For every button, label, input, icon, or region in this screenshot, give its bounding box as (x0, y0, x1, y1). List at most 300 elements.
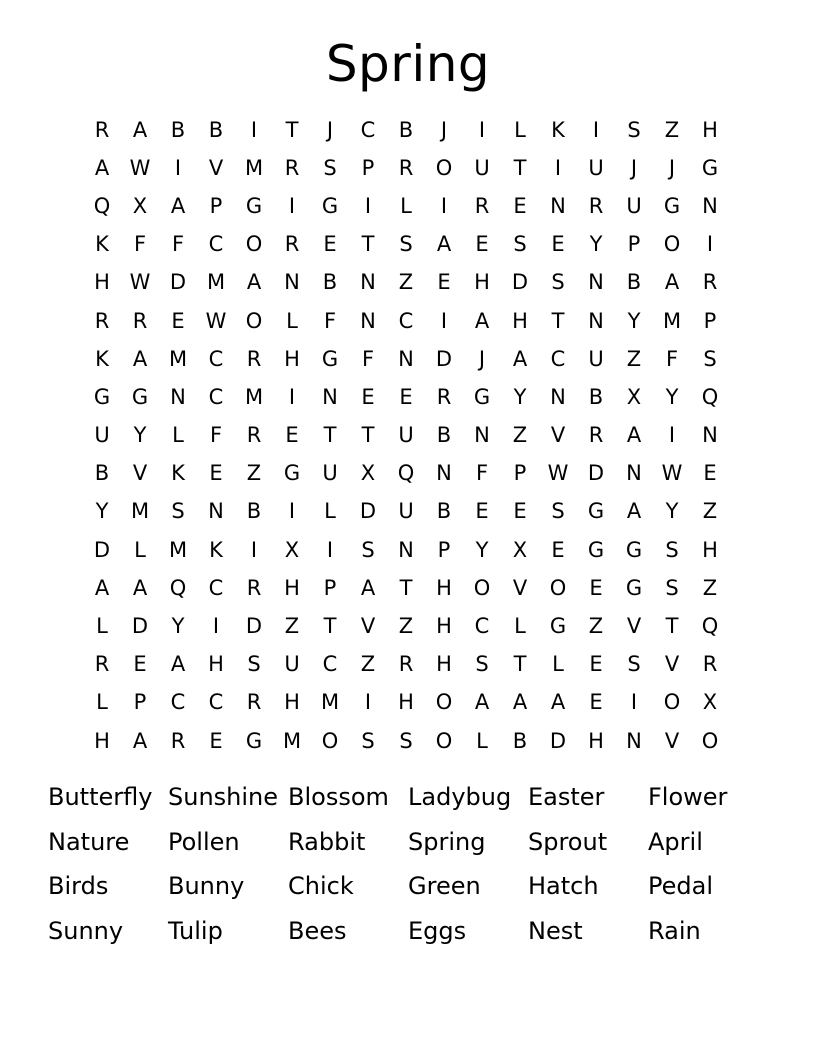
grid-letter: E (133, 652, 147, 677)
grid-letter: E (513, 499, 527, 524)
grid-letter: L (400, 193, 412, 218)
grid-letter: I (668, 423, 676, 448)
grid-letter: C (208, 575, 224, 600)
grid-letter: X (702, 690, 718, 715)
grid-letter: I (554, 155, 562, 180)
grid-letter: I (364, 193, 372, 218)
grid-letter: D (131, 614, 149, 639)
grid-letter: A (360, 575, 376, 600)
grid-letter: O (245, 308, 263, 333)
grid-letter: N (170, 384, 186, 409)
grid-letter: Z (626, 346, 642, 371)
grid-letter: A (626, 423, 642, 448)
grid-letter: U (398, 423, 414, 448)
grid-letter: T (323, 614, 337, 639)
grid-letter: B (588, 384, 604, 409)
grid-letter: Q (93, 193, 111, 218)
grid-letter: C (474, 614, 490, 639)
grid-letter: I (288, 499, 296, 524)
grid-letter: L (286, 308, 298, 333)
grid-letter: H (284, 575, 300, 600)
word-list-item: Flower (648, 783, 728, 811)
word-list (48, 775, 768, 953)
grid-letter: N (588, 308, 604, 333)
grid-letter: O (549, 575, 567, 600)
grid-letter: F (475, 461, 489, 486)
grid-letter: E (551, 537, 565, 562)
grid-letter: K (95, 232, 109, 257)
grid-letter: G (549, 614, 567, 639)
word-list-item: Green (408, 872, 481, 901)
grid-letter: A (170, 652, 186, 677)
grid-letter: A (246, 270, 262, 295)
grid-letter: A (512, 690, 528, 715)
grid-letter: M (282, 728, 302, 753)
grid-letter: E (589, 690, 603, 715)
grid-letter: S (399, 728, 413, 753)
grid-letter: F (323, 308, 337, 333)
grid-letter: I (326, 537, 334, 562)
grid-letter: D (587, 461, 605, 486)
word-list-item: Pollen (168, 827, 240, 856)
grid-letter: H (436, 652, 452, 677)
grid-letter: S (361, 537, 375, 562)
grid-letter: O (435, 155, 453, 180)
grid-letter: J (668, 155, 676, 180)
grid-letter: N (626, 461, 642, 486)
grid-letter: R (702, 270, 718, 295)
grid-letter: U (626, 193, 642, 218)
grid-letter: R (474, 193, 490, 218)
word-list-item: Bees (288, 916, 347, 945)
grid-letter: O (663, 690, 681, 715)
grid-letter: E (209, 728, 223, 753)
grid-letter: C (550, 346, 566, 371)
grid-letter: S (551, 270, 565, 295)
grid-letter: Y (475, 537, 489, 562)
grid-letter: B (398, 117, 414, 142)
grid-letter: U (474, 155, 490, 180)
grid-letter: P (703, 308, 717, 333)
grid-letter: N (702, 423, 718, 448)
grid-letter: I (440, 308, 448, 333)
grid-letter: U (588, 155, 604, 180)
grid-letter: G (663, 193, 681, 218)
grid-letter: E (551, 232, 565, 257)
grid-letter: Y (589, 232, 603, 257)
grid-letter: I (440, 193, 448, 218)
grid-letter: P (361, 155, 375, 180)
word-list-item: Pedal (648, 872, 713, 901)
word-list-item: Bunny (168, 872, 245, 901)
grid-letter: E (399, 384, 413, 409)
grid-letter: I (706, 232, 714, 257)
word-list-item: Nest (528, 916, 583, 945)
word-list-item: Sunny (48, 916, 124, 945)
grid-letter: H (94, 728, 110, 753)
grid-letter: B (436, 499, 452, 524)
grid-letter: P (627, 232, 641, 257)
grid-letter: N (550, 384, 566, 409)
grid-letter: L (172, 423, 184, 448)
grid-letter: P (513, 461, 527, 486)
grid-letter: I (364, 690, 372, 715)
grid-letter: O (321, 728, 339, 753)
grid-letter: N (588, 270, 604, 295)
grid-letter: A (474, 690, 490, 715)
grid-letter: L (552, 652, 564, 677)
word-list-item: Spring (408, 827, 486, 856)
grid-letter: Z (398, 270, 414, 295)
grid-letter: M (320, 690, 340, 715)
grid-letter: I (630, 690, 638, 715)
grid-letter: R (436, 384, 452, 409)
grid-letter: T (513, 155, 527, 180)
grid-letter: A (132, 575, 148, 600)
grid-letter: C (208, 232, 224, 257)
grid-letter: E (475, 499, 489, 524)
grid-letter: R (246, 423, 262, 448)
grid-letter: H (436, 575, 452, 600)
grid-letter: K (209, 537, 223, 562)
grid-letter: N (284, 270, 300, 295)
word-list-item: Sprout (528, 827, 608, 856)
grid-letter: V (664, 652, 680, 677)
grid-letter: C (208, 384, 224, 409)
grid-letter: N (360, 270, 376, 295)
word-list-item: Birds (48, 872, 109, 901)
grid-letter: X (132, 193, 148, 218)
grid-letter: C (208, 346, 224, 371)
grid-letter: Q (397, 461, 415, 486)
grid-letter: A (474, 308, 490, 333)
grid-letter: L (96, 690, 108, 715)
grid-letter: G (245, 728, 263, 753)
grid-letter: L (514, 614, 526, 639)
grid-letter: G (321, 346, 339, 371)
grid-letter: T (665, 614, 679, 639)
grid-letter: B (322, 270, 338, 295)
grid-letter: T (285, 117, 299, 142)
word-list-item: Hatch (528, 872, 599, 901)
grid-letter: X (512, 537, 528, 562)
grid-letter: N (550, 193, 566, 218)
grid-letter: A (94, 155, 110, 180)
grid-letter: E (437, 270, 451, 295)
grid-letter: G (625, 575, 643, 600)
word-list-item: Butterfly (48, 783, 153, 811)
grid-letter: G (625, 537, 643, 562)
grid-letter: H (94, 270, 110, 295)
grid-letter: G (587, 537, 605, 562)
grid-letter: G (473, 384, 491, 409)
grid-letter: N (322, 384, 338, 409)
word-list-item: April (648, 827, 703, 856)
grid-letter: H (512, 308, 528, 333)
grid-letter: F (133, 232, 147, 257)
grid-letter: R (94, 308, 110, 333)
grid-letter: D (169, 270, 187, 295)
grid-letter: F (361, 346, 375, 371)
grid-letter: U (322, 461, 338, 486)
grid-letter: I (288, 384, 296, 409)
grid-letter: G (701, 155, 719, 180)
grid-letter: T (513, 652, 527, 677)
grid-letter: H (398, 690, 414, 715)
grid-letter: R (246, 346, 262, 371)
grid-letter: U (284, 652, 300, 677)
word-list-item: Nature (48, 827, 130, 856)
grid-letter: B (170, 117, 186, 142)
grid-letter: N (626, 728, 642, 753)
word-list-item: Easter (528, 783, 605, 811)
grid-letter: S (703, 346, 717, 371)
grid-letter: A (132, 117, 148, 142)
grid-letter: N (398, 346, 414, 371)
grid-letter: R (284, 232, 300, 257)
grid-letter: W (661, 461, 683, 486)
grid-letter: V (626, 614, 642, 639)
grid-letter: G (283, 461, 301, 486)
grid-letter: D (435, 346, 453, 371)
grid-letter: P (323, 575, 337, 600)
grid-letter: Y (133, 423, 147, 448)
grid-letter: L (96, 614, 108, 639)
grid-letter: G (245, 193, 263, 218)
grid-letter: R (246, 575, 262, 600)
grid-letter: S (665, 537, 679, 562)
grid-letter: J (630, 155, 638, 180)
grid-letter: F (209, 423, 223, 448)
grid-letter: S (399, 232, 413, 257)
grid-letter: Q (701, 384, 719, 409)
grid-letter: L (324, 499, 336, 524)
grid-letter: N (208, 499, 224, 524)
grid-letter: Z (702, 575, 718, 600)
grid-letter: Y (665, 384, 679, 409)
grid-letter: Q (701, 614, 719, 639)
grid-letter: H (284, 690, 300, 715)
grid-letter: I (174, 155, 182, 180)
grid-letter: F (665, 346, 679, 371)
grid-letter: C (322, 652, 338, 677)
grid-letter: P (133, 690, 147, 715)
grid-letter: Z (664, 117, 680, 142)
grid-letter: V (208, 155, 224, 180)
grid-letter: V (550, 423, 566, 448)
grid-letter: E (475, 232, 489, 257)
grid-letter: I (250, 537, 258, 562)
grid-letter: V (512, 575, 528, 600)
grid-letter: S (475, 652, 489, 677)
grid-letter: B (436, 423, 452, 448)
grid-letter: R (398, 155, 414, 180)
grid-letter: N (436, 461, 452, 486)
grid-letter: G (587, 499, 605, 524)
grid-letter: G (131, 384, 149, 409)
grid-letter: D (93, 537, 111, 562)
word-list-item: Eggs (408, 916, 467, 945)
grid-letter: V (664, 728, 680, 753)
grid-letter: M (244, 155, 264, 180)
word-list-item: Rain (648, 916, 701, 945)
grid-letter: U (588, 346, 604, 371)
grid-letter: E (589, 575, 603, 600)
grid-letter: W (205, 308, 227, 333)
grid-letter: S (513, 232, 527, 257)
grid-letter: H (702, 117, 718, 142)
grid-letter: Y (95, 499, 109, 524)
grid-letter: B (208, 117, 224, 142)
grid-letter: M (662, 308, 682, 333)
grid-letter: B (246, 499, 262, 524)
grid-letter: R (284, 155, 300, 180)
grid-letter: O (663, 232, 681, 257)
grid-letter: M (168, 346, 188, 371)
grid-letter: B (94, 461, 110, 486)
grid-letter: P (437, 537, 451, 562)
grid-letter: K (95, 346, 109, 371)
grid-letter: A (626, 499, 642, 524)
grid-letter: R (398, 652, 414, 677)
grid-letter: Z (360, 652, 376, 677)
grid-letter: T (361, 423, 375, 448)
word-list-item: Tulip (168, 916, 223, 945)
word-list-item: Sunshine (168, 783, 279, 811)
grid-letter: H (284, 346, 300, 371)
grid-letter: Y (513, 384, 527, 409)
grid-letter: I (250, 117, 258, 142)
grid-letter: A (550, 690, 566, 715)
grid-letter: W (129, 270, 151, 295)
grid-letter: J (326, 117, 334, 142)
grid-letter: L (476, 728, 488, 753)
grid-letter: Z (512, 423, 528, 448)
grid-letter: O (435, 728, 453, 753)
grid-letter: U (398, 499, 414, 524)
grid-letter: A (436, 232, 452, 257)
grid-letter: Y (665, 499, 679, 524)
grid-letter: L (514, 117, 526, 142)
grid-letter: E (171, 308, 185, 333)
grid-letter: R (132, 308, 148, 333)
word-list-item: Chick (288, 872, 354, 901)
grid-letter: R (94, 652, 110, 677)
grid-letter: O (245, 232, 263, 257)
grid-letter: N (398, 537, 414, 562)
grid-letter: X (284, 537, 300, 562)
grid-letter: M (130, 499, 150, 524)
grid-letter: M (244, 384, 264, 409)
grid-letter: R (588, 193, 604, 218)
grid-letter: S (627, 117, 641, 142)
grid-letter: N (360, 308, 376, 333)
grid-letter: R (246, 690, 262, 715)
grid-letter: Z (588, 614, 604, 639)
grid-letter: G (93, 384, 111, 409)
grid-letter: N (702, 193, 718, 218)
grid-letter: H (702, 537, 718, 562)
grid-letter: O (435, 690, 453, 715)
grid-letter: Y (627, 308, 641, 333)
grid-letter: S (627, 652, 641, 677)
grid-letter: B (626, 270, 642, 295)
grid-letter: E (513, 193, 527, 218)
grid-letter: Z (702, 499, 718, 524)
grid-letter: O (473, 575, 491, 600)
word-list-item: Ladybug (408, 783, 512, 811)
word-list-item: Rabbit (288, 827, 366, 856)
grid-letter: I (288, 193, 296, 218)
grid-letter: T (361, 232, 375, 257)
grid-letter: U (94, 423, 110, 448)
grid-letter: T (399, 575, 413, 600)
grid-letter: Y (171, 614, 185, 639)
grid-letter: X (626, 384, 642, 409)
grid-letter: S (323, 155, 337, 180)
page-title: Spring (325, 35, 491, 93)
grid-letter: R (94, 117, 110, 142)
grid-letter: E (703, 461, 717, 486)
grid-letter: F (171, 232, 185, 257)
grid-letter: O (701, 728, 719, 753)
grid-letter: M (206, 270, 226, 295)
grid-letter: N (474, 423, 490, 448)
grid-letter: I (592, 117, 600, 142)
grid-letter: Z (398, 614, 414, 639)
grid-letter: Q (169, 575, 187, 600)
grid-letter: S (665, 575, 679, 600)
grid-letter: Z (246, 461, 262, 486)
grid-letter: K (551, 117, 565, 142)
grid-letter: K (171, 461, 185, 486)
grid-letter: A (512, 346, 528, 371)
grid-letter: E (209, 461, 223, 486)
grid-letter: A (94, 575, 110, 600)
grid-letter: D (245, 614, 263, 639)
grid-letter: B (512, 728, 528, 753)
grid-letter: H (588, 728, 604, 753)
grid-letter: R (170, 728, 186, 753)
grid-letter: X (360, 461, 376, 486)
grid-letter: S (171, 499, 185, 524)
grid-letter: H (474, 270, 490, 295)
grid-letter: W (129, 155, 151, 180)
grid-letter: A (170, 193, 186, 218)
grid-letter: M (168, 537, 188, 562)
grid-letter: S (551, 499, 565, 524)
grid-letter: L (134, 537, 146, 562)
grid-letter: H (208, 652, 224, 677)
grid-letter: A (132, 728, 148, 753)
grid-letter: E (285, 423, 299, 448)
grid-letter: D (549, 728, 567, 753)
grid-letter: R (702, 652, 718, 677)
grid-letter: E (323, 232, 337, 257)
grid-letter: C (170, 690, 186, 715)
grid-letter: E (361, 384, 375, 409)
grid-letter: C (398, 308, 414, 333)
grid-letter: T (551, 308, 565, 333)
grid-letter: C (208, 690, 224, 715)
grid-letter: S (247, 652, 261, 677)
grid-letter: Z (284, 614, 300, 639)
grid-letter: P (209, 193, 223, 218)
grid-letter: W (547, 461, 569, 486)
grid-letter: C (360, 117, 376, 142)
grid-letter: D (359, 499, 377, 524)
word-list-item: Blossom (288, 783, 389, 811)
